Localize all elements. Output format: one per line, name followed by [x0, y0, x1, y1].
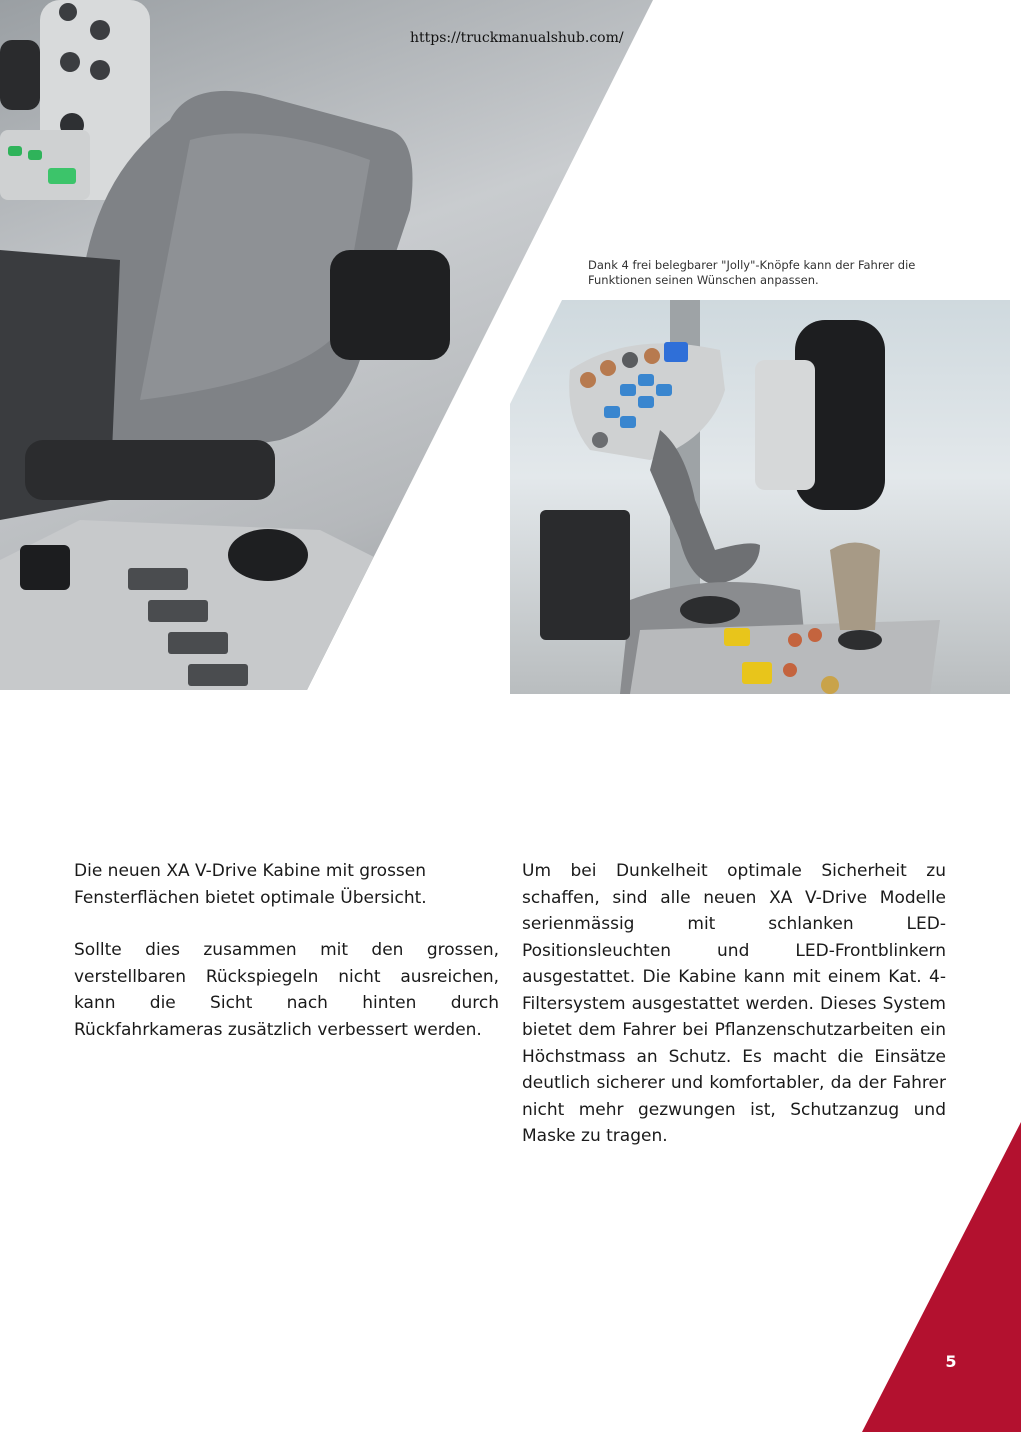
joystick-boot	[680, 596, 740, 624]
console-button-icon	[90, 60, 110, 80]
control-panel	[630, 620, 940, 694]
jolly-button-icon	[592, 432, 608, 448]
side-switch	[20, 545, 70, 590]
side-panel-dark	[540, 510, 630, 640]
joystick-knob-icon	[228, 529, 308, 581]
side-panel	[0, 130, 90, 200]
console-button-icon	[59, 3, 77, 21]
jolly-button-icon	[644, 348, 660, 364]
text-column-left	[74, 858, 499, 1069]
right-paragraph-1: Um bei Dunkelheit optimale Sicherheit zu schaffen, sind alle neuen XA V-Drive Modelle serienmässig mit schlanken LED-Positionsleuchten und LED-Frontblinkern ausgestattet. Die Kabine kann mit einem Kat. 4-Filtersystem ausgestattet werden. Dieses System bietet dem Fahrer bei Pflanzenschutzarbeiten ein Höchstmass an Schutz. Es macht die Einsätze deutlich sicherer und komfortabler, da der Fahrer nicht mehr gezwungen ist, Schutzanzug und Maske zu tragen.	[522, 861, 946, 1146]
console-button-icon	[90, 20, 110, 40]
left-paragraph-1: Die neuen XA V-Drive Kabine mit grossen Fensterflächen bietet optimale Übersicht.	[74, 861, 427, 908]
console-button-icon	[60, 52, 80, 72]
armrest-console	[330, 250, 450, 360]
left-paragraph-2: Sollte dies zusammen mit den grossen, verstellbaren Rückspiegeln nicht ausreichen, kann die Sicht nach hinten durch Rückfahrkameras zusätzlich verbessert werden.	[74, 940, 499, 1040]
joystick-illustration	[510, 300, 1010, 694]
side-module	[755, 360, 815, 490]
photo-caption: Dank 4 frei belegbarer "Jolly"-Knöpfe kann der Fahrer die Funktionen seinen Wünschen anpassen.	[588, 258, 916, 287]
round-button-icon	[821, 676, 839, 694]
green-button-icon	[8, 146, 22, 156]
blue-switch-icon	[664, 342, 688, 362]
green-button-icon	[28, 150, 42, 160]
jolly-button-icon	[600, 360, 616, 376]
armrest	[25, 440, 275, 500]
yellow-button-icon	[742, 662, 772, 684]
jolly-button-icon	[580, 372, 596, 388]
lever-base	[838, 630, 882, 650]
orange-button-icon	[783, 663, 797, 677]
joystick-grip	[650, 430, 760, 585]
joystick-photo	[510, 300, 1010, 694]
orange-button-icon	[808, 628, 822, 642]
yellow-button-icon	[724, 628, 750, 646]
jolly-button-icon	[622, 352, 638, 368]
source-url[interactable]: https://truckmanualshub.com/	[410, 30, 624, 46]
orange-button-icon	[788, 633, 802, 647]
side-handle	[0, 40, 40, 110]
text-column-right	[522, 858, 946, 1176]
green-switch-icon	[48, 168, 76, 184]
hand-throttle-lever	[830, 543, 880, 631]
page-number: 5	[945, 1352, 957, 1371]
